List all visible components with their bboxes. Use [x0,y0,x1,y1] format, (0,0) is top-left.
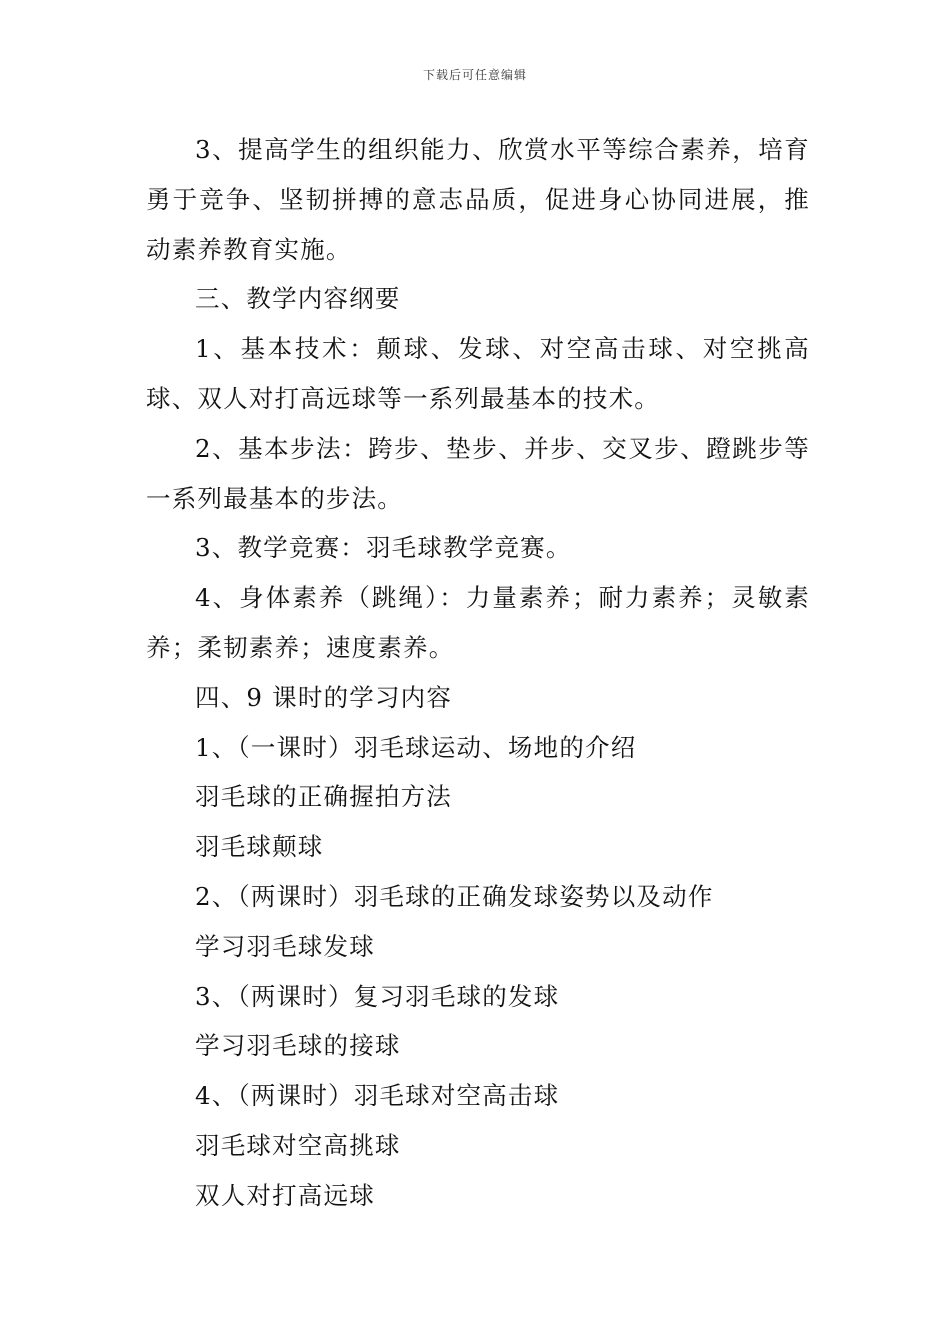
lesson-item-4-sub-clear: 双人对打高远球 [195,1180,375,1210]
lesson-item-2: 2、（两课时）羽毛球的正确发球姿势以及动作 [195,881,714,911]
lesson-item-1: 1、（一课时）羽毛球运动、场地的介绍 [195,732,637,762]
paragraph-basic-footwork: 2、基本步法：跨步、垫步、并步、交叉步、蹬跳步等一系列最基本的步法。 [146,433,810,513]
section-heading-lesson-content: 四、9 课时的学习内容 [195,682,453,712]
lesson-item-3: 3、（两课时）复习羽毛球的发球 [195,981,560,1011]
page-header-note: 下载后可任意编辑 [422,68,527,82]
paragraph-basic-technique: 1、基本技术：颠球、发球、对空高击球、对空挑高球、双人对打高远球等一系列最基本的技术。 [146,334,810,413]
lesson-item-3-sub-receive: 学习羽毛球的接球 [195,1031,401,1061]
section-heading-teaching-outline: 三、教学内容纲要 [195,284,401,314]
lesson-item-4-sub-lob: 羽毛球对空高挑球 [195,1130,401,1160]
lesson-item-2-sub-serve: 学习羽毛球发球 [195,931,375,961]
paragraph-physical-fitness: 4、身体素养（跳绳）：力量素养；耐力素养；灵敏素养；柔韧素养；速度素养。 [146,583,810,662]
paragraph-goal-3: 3、提高学生的组织能力、欣赏水平等综合素养，培育勇于竞争、坚韧拼搏的意志品质，促进身心协同进展，推动素养教育实施。 [146,135,810,264]
paragraph-teaching-competition: 3、教学竞赛：羽毛球教学竞赛。 [195,533,572,563]
lesson-item-4: 4、（两课时）羽毛球对空高击球 [195,1081,560,1111]
lesson-item-1-sub-grip: 羽毛球的正确握拍方法 [195,782,452,812]
document-body [146,125,810,1221]
lesson-item-1-sub-juggling: 羽毛球颠球 [195,832,324,862]
